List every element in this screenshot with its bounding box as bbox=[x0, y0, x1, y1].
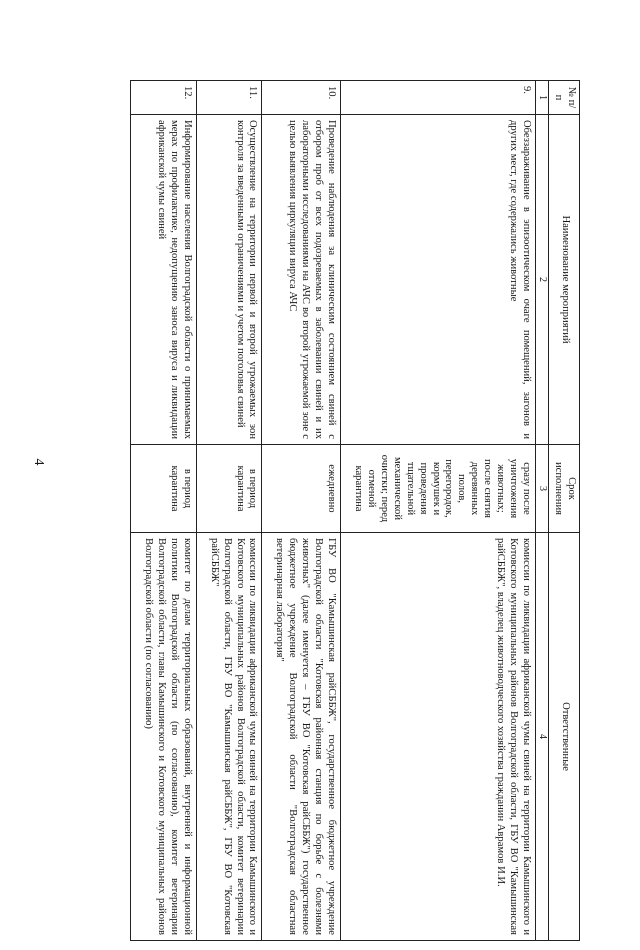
row-number: 11. bbox=[196, 81, 262, 115]
table-row bbox=[131, 81, 197, 941]
row-number: 12. bbox=[131, 81, 197, 115]
measure-name: Проведение наблюдения за клиническим состоянием свиней с отбором проб от всех подозреваемых в заболевании свиней и их лабораторными исследованиями на АЧС во второй угрожаемой зоне с целью выявления циркуляции вируса АЧС bbox=[262, 115, 341, 445]
column-number: 4 bbox=[535, 533, 548, 941]
measure-responsible: комитет по делам территориальных образований, внутренней и информационной политики Волгоградской области (по согласованию), комитет ветеринарии Волгоградской области, главы Камышинского и Котовского муниципальных районов Волгоградской области (по согласованию) bbox=[131, 533, 197, 941]
measures-table bbox=[130, 80, 580, 941]
column-number: 2 bbox=[535, 115, 548, 445]
measure-name: Информирование населения Волгоградской области о принимаемых мерах по профилактике, недопущению заноса вируса и ликвидации африканской чумы свиней bbox=[131, 115, 197, 445]
table-row bbox=[262, 81, 341, 941]
measure-name: Осуществление на территории первой и второй угрожаемых зон контроля за введенными ограничениями и учетом поголовья свиней bbox=[196, 115, 262, 445]
header-name: Наименование мероприятий bbox=[549, 115, 580, 445]
table-row bbox=[196, 81, 262, 941]
measure-term: в период карантина bbox=[196, 445, 262, 533]
header-num: № п/п bbox=[549, 81, 580, 115]
row-number: 9. bbox=[341, 81, 536, 115]
measure-name: Обеззараживание в эпизоотическом очаге помещений, загонов и других мест, где содержались животные bbox=[341, 115, 536, 445]
rotated-page-content bbox=[143, 80, 580, 950]
measure-term: сразу после уничтожения животных; после снятия деревянных полов, перегородок, кормушек и проведения тщательной механической очистки; перед отменой карантина bbox=[341, 445, 536, 533]
row-number: 10. bbox=[262, 81, 341, 115]
column-number: 1 bbox=[535, 81, 548, 115]
measure-responsible: комиссии по ликвидации африканской чумы свиней на территории Камышинского и Котовского муниципальных районов Волгоградской области, комитет ветеринарии Волгоградской области, ГБУ ВО "Камышинская райСББЖ", ГБУ ВО "Котовская райСББЖ" bbox=[196, 533, 262, 941]
measure-term: в период карантина bbox=[131, 445, 197, 533]
measure-responsible: ГБУ ВО "Камышинская райСББЖ", государственное бюджетное учреждение Волгоградской области "Котовская районная станция по борьбе с болезнями животных" (далее именуется – ГБУ ВО "Котовская райСББЖ") государственное бюджетное учреждение Волгоградской области "Волгоградская областная ветеринарная лаборатория" bbox=[262, 533, 341, 941]
table-header-row bbox=[549, 81, 580, 941]
measure-responsible: комиссии по ликвидации африканской чумы свиней на территории Камышинского и Котовского муниципальных районов Волгоградской области, ГБУ ВО "Камышинская райСББЖ", владелец животноводческого хозяйства гражданин Аврамов И.И. bbox=[341, 533, 536, 941]
column-number-row bbox=[535, 81, 548, 941]
header-term: Срок исполнения bbox=[549, 445, 580, 533]
header-responsible: Ответственные bbox=[549, 533, 580, 941]
measure-term: ежедневно bbox=[262, 445, 341, 533]
page-number: 4 bbox=[31, 458, 46, 466]
column-number: 3 bbox=[535, 445, 548, 533]
table-row bbox=[341, 81, 536, 941]
